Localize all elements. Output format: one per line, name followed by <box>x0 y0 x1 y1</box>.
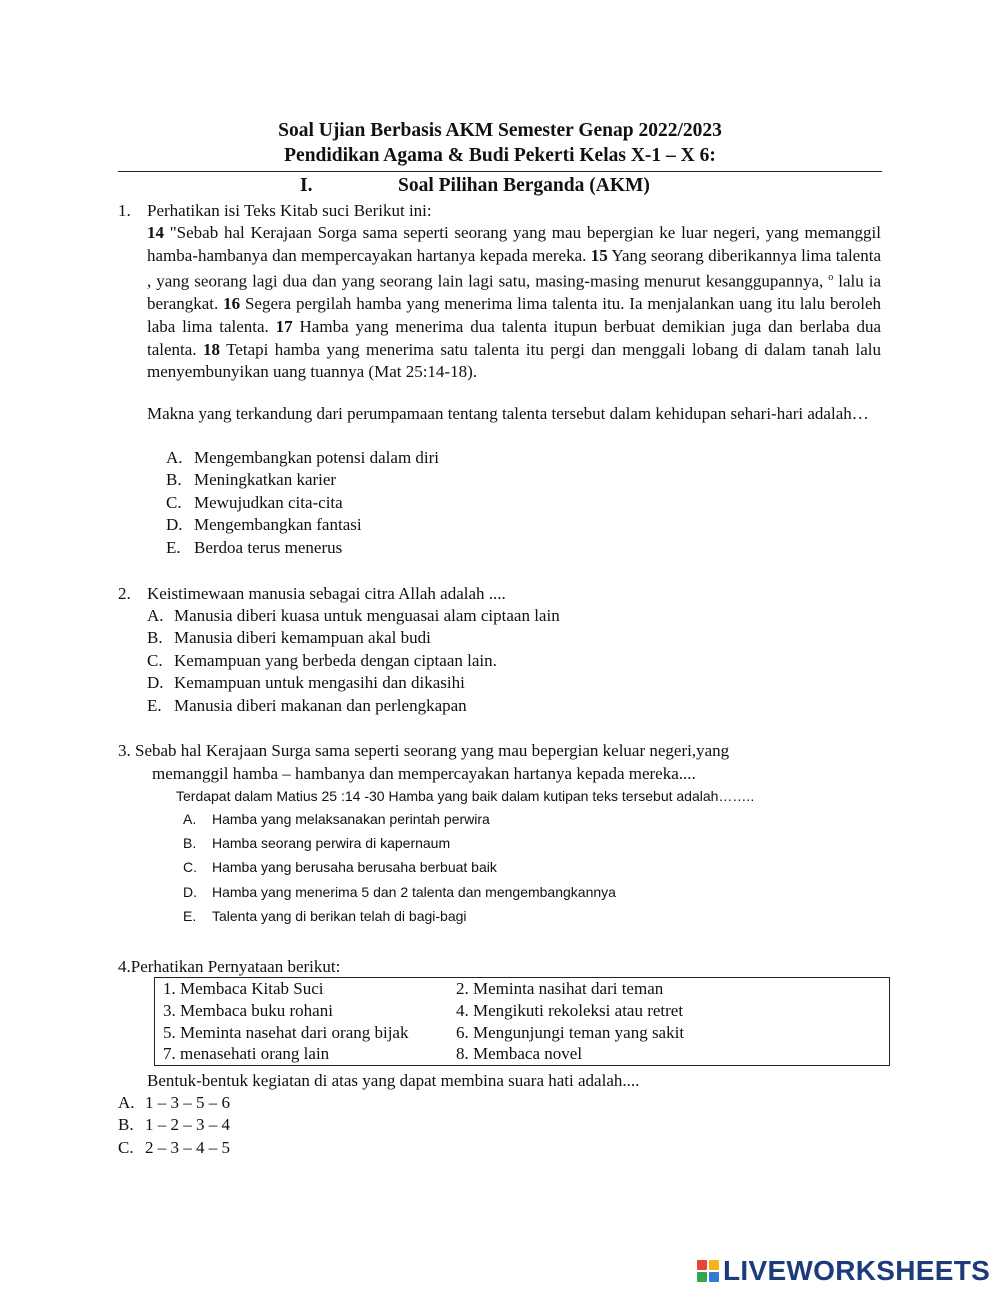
section-number: I. <box>300 175 313 196</box>
verse-16: 16 <box>223 294 241 314</box>
statement-8: 8. Membaca novel <box>456 1044 583 1064</box>
doc-title-line-1: Soal Ujian Berbasis AKM Semester Genap 2022/2023 <box>278 120 722 141</box>
q3-option-a[interactable]: A. Hamba yang melaksanakan perintah perwira <box>183 811 490 827</box>
q4-option-b[interactable]: B. 1 – 2 – 3 – 4 <box>118 1115 230 1134</box>
q1-option-b[interactable]: B. Meningkatkan karier <box>166 470 337 489</box>
q1-option-a[interactable]: A. Mengembangkan potensi dalam diri <box>166 448 440 467</box>
q1-intro: Perhatikan isi Teks Kitab suci Berikut ini: <box>147 201 432 220</box>
logo-blocks-icon <box>697 1260 719 1282</box>
table-row <box>155 1022 890 1044</box>
verse-15-text-end: lalu ia berangkat. <box>147 271 881 314</box>
q1-number: 1. <box>118 201 131 220</box>
statement-4: 4. Mengikuti rekoleksi atau retret <box>456 1000 684 1020</box>
q3-option-d[interactable]: D. Hamba yang menerima 5 dan 2 talenta dan mengembangkannya <box>183 884 616 900</box>
q4-option-c[interactable]: C. 2 – 3 – 4 – 5 <box>118 1138 230 1157</box>
q3-option-e[interactable]: E. Talenta yang di berikan telah di bagi-bagi <box>183 908 467 924</box>
verse-15-text: Yang seorang diberikannya lima talenta , yang seorang lagi dua dan yang seorang lain lagi satu, masing-masing menurut kesanggupannya, <box>147 245 882 291</box>
verse-16-text: Segera pergilah hamba yang menerima lima talenta itu. Ia menjalankan uang itu lalu beroleh laba lima talenta. <box>147 294 881 337</box>
q2-option-a[interactable]: A. Manusia diberi kuasa untuk menguasai alam ciptaan lain <box>147 606 560 625</box>
section-title: Soal Pilihan Berganda (AKM) <box>398 175 650 196</box>
q3-option-b[interactable]: B. Hamba seorang perwira di kapernaum <box>183 835 451 851</box>
q1-question: Makna yang terkandung dari perumpamaan tentang talenta tersebut dalam kehidupan sehari-hari adalah… <box>147 404 869 423</box>
q3-line-2: memanggil hamba – hambanya dan mempercayakan hartanya kepada mereka.... <box>152 764 696 783</box>
q4-statements-table <box>154 977 890 1066</box>
statement-6: 6. Mengunjungi teman yang sakit <box>456 1022 685 1042</box>
doc-title-line-2: Pendidikan Agama & Budi Pekerti Kelas X-1 – X 6: <box>284 145 716 166</box>
logo-block <box>709 1272 719 1282</box>
q1-option-d[interactable]: D. Mengembangkan fantasi <box>166 515 362 534</box>
header-divider <box>118 171 882 172</box>
verse-18: 18 <box>202 339 220 359</box>
statement-2: 2. Meminta nasihat dari teman <box>456 979 664 998</box>
q2-option-c[interactable]: C. Kemampuan yang berbeda dengan ciptaan lain. <box>147 651 497 670</box>
logo-block <box>709 1260 719 1270</box>
q1-option-c[interactable]: C. Mewujudkan cita-cita <box>166 493 343 512</box>
q3-question: Terdapat dalam Matius 25 :14 -30 Hamba yang baik dalam kutipan teks tersebut adalah…….. <box>176 788 755 804</box>
q4-intro: 4.Perhatikan Pernyataan berikut: <box>118 957 341 976</box>
verse-17-text: Hamba yang menerima dua talenta itupun berbuat demikian juga dan berlaba dua talenta. <box>147 317 881 359</box>
q1-option-e[interactable]: E. Berdoa terus menerus <box>166 538 343 557</box>
statement-3: 3. Membaca buku rohani <box>163 1000 333 1020</box>
statement-7: 7. menasehati orang lain <box>163 1044 330 1064</box>
liveworksheets-logo <box>697 1256 990 1286</box>
logo-block <box>697 1272 707 1282</box>
q4-question: Bentuk-bentuk kegiatan di atas yang dapat membina suara hati adalah.... <box>147 1071 640 1090</box>
verse-18-text: Tetapi hamba yang menerima satu talenta itu pergi dan menggali lobang di dalam tanah lalu menyembunyikan uang tuannya (Mat 25:14-18). <box>147 339 881 382</box>
q3-line-1: 3. Sebab hal Kerajaan Surga sama seperti seorang yang mau bepergian keluar negeri,yang <box>118 741 730 760</box>
verse-14-text: "Sebab hal Kerajaan Sorga sama seperti seorang yang mau bepergian ke luar negeri, yang memanggil hamba-hambanya dan mempercayakan hartanya kepada mereka. <box>147 223 881 265</box>
table-row <box>155 1043 890 1065</box>
superscript-mark: o <box>828 272 834 284</box>
logo-block <box>697 1260 707 1270</box>
statement-5: 5. Meminta nasehat dari orang bijak <box>163 1022 409 1042</box>
verse-14: 14 <box>147 223 164 242</box>
verse-17: 17 <box>275 317 293 337</box>
verse-15: 15 <box>590 245 608 265</box>
q2-option-e[interactable]: E. Manusia diberi makanan dan perlengkapan <box>147 696 467 715</box>
table-row <box>155 1000 890 1022</box>
q2-option-d[interactable]: D. Kemampuan untuk mengasihi dan dikasihi <box>147 673 465 692</box>
q2-question: Keistimewaan manusia sebagai citra Allah adalah .... <box>147 584 506 603</box>
q2-number: 2. <box>118 584 131 603</box>
table-row <box>155 978 890 1000</box>
q2-option-b[interactable]: B. Manusia diberi kemampuan akal budi <box>147 628 431 647</box>
logo-text: LIVEWORKSHEETS <box>723 1255 991 1286</box>
q3-option-c[interactable]: C. Hamba yang berusaha berusaha berbuat baik <box>183 859 497 875</box>
statement-1: 1. Membaca Kitab Suci <box>163 979 324 998</box>
q4-option-a[interactable]: A. 1 – 3 – 5 – 6 <box>118 1093 230 1112</box>
q1-scripture-passage <box>147 222 881 384</box>
